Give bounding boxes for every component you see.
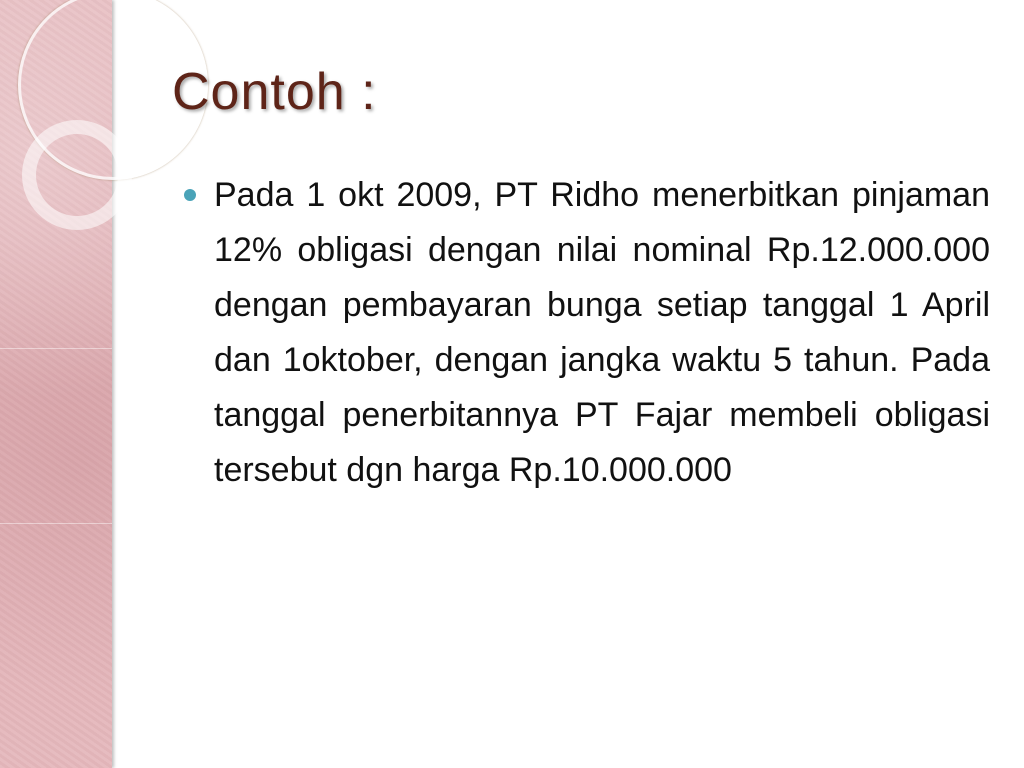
slide-title: Contoh :	[172, 63, 377, 121]
panel-seam	[0, 348, 112, 349]
slide-body	[184, 168, 990, 498]
bullet-text: Pada 1 okt 2009, PT Ridho menerbitkan pinjaman 12% obligasi dengan nilai nominal Rp.12.000.000 dengan pembayaran bunga setiap tanggal 1 April dan 1oktober, dengan jangka waktu 5 tahun. Pada tanggal penerbitannya PT Fajar membeli obligasi tersebut dgn harga Rp.10.000.000	[214, 176, 990, 489]
decorative-ring-small	[22, 120, 132, 230]
panel-seam	[0, 523, 112, 524]
bullet-dot-icon	[184, 189, 196, 201]
bullet-item	[184, 168, 990, 498]
